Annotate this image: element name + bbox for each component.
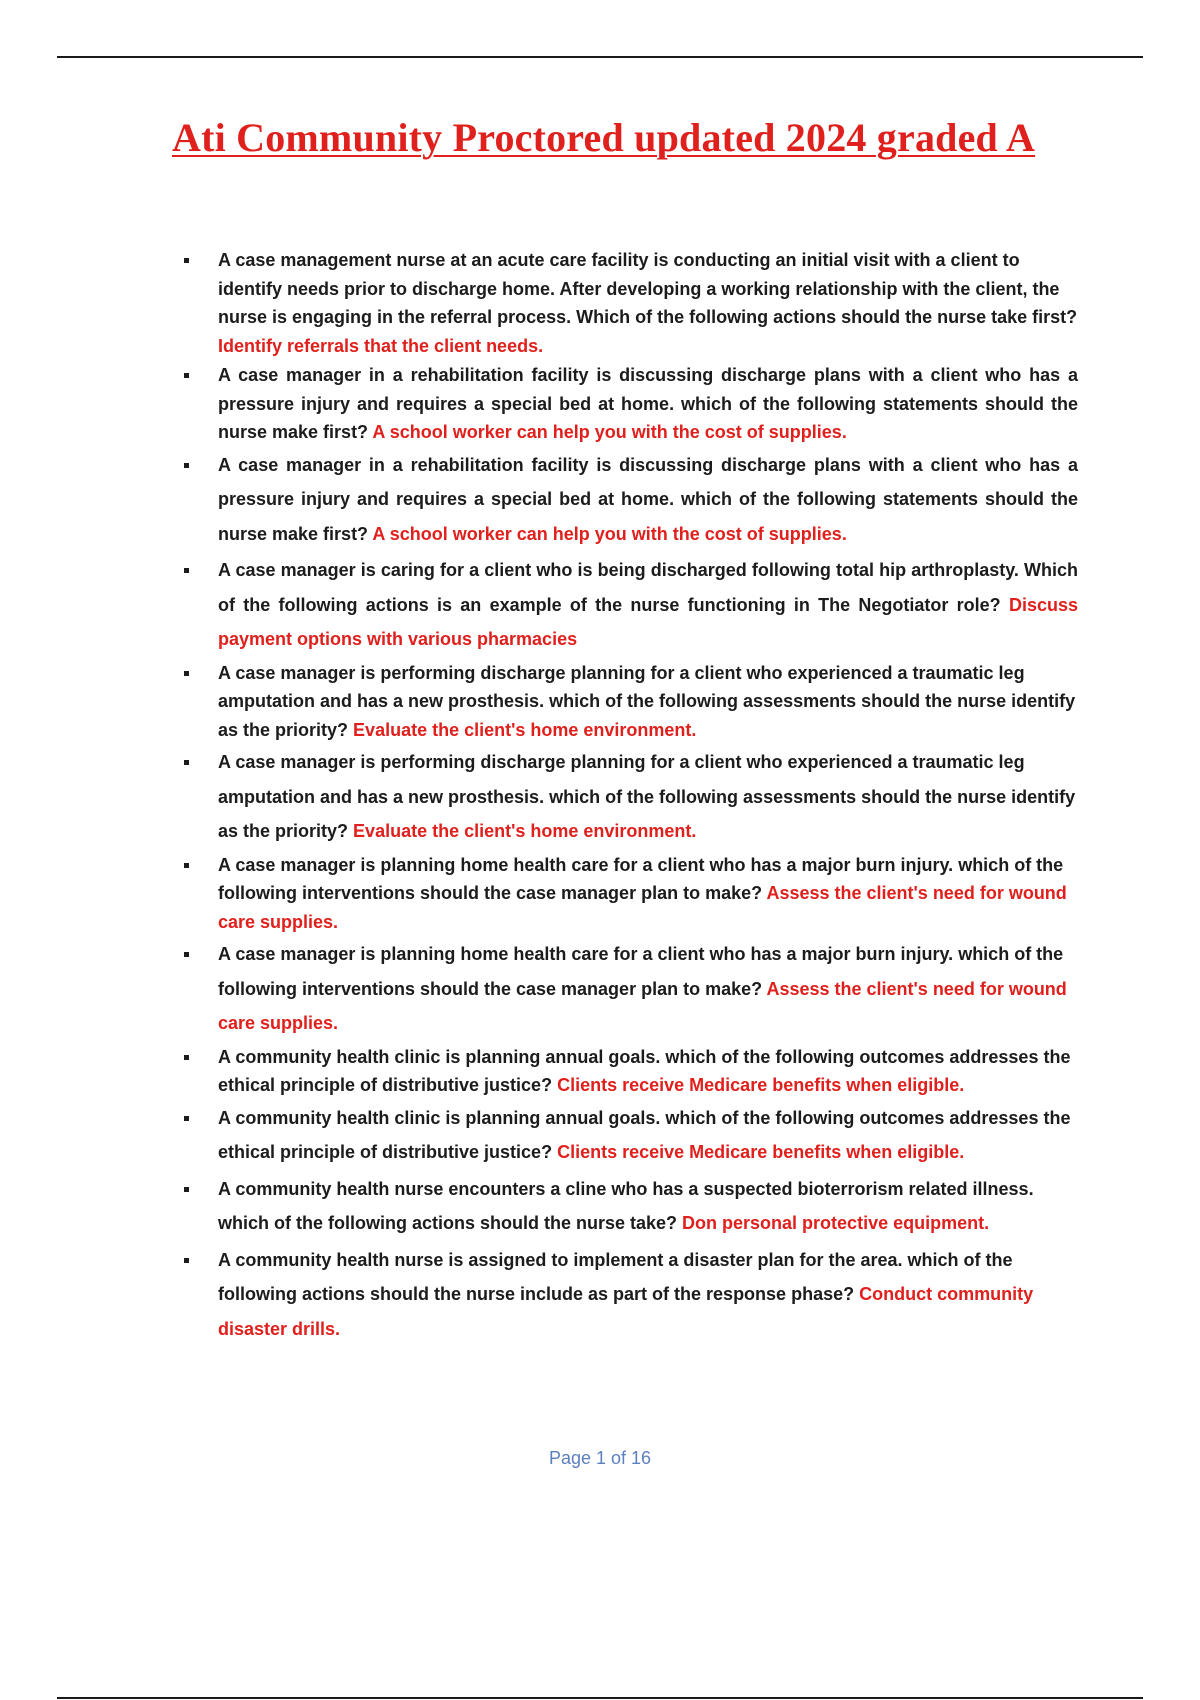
bullet-icon	[184, 760, 189, 765]
question-text: A community health nurse is assigned to implement a disaster plan for the area. which of the following actions should the nurse include as part of the response phase?	[218, 1249, 1013, 1304]
question-text: A community health nurse encounters a cline who has a suspected bioterrorism related illness. which of the following actions should the nurse take?	[218, 1178, 1034, 1233]
question-text: A community health clinic is planning annual goals. which of the following outcomes addresses the ethical principle of distributive justice?	[218, 1046, 1071, 1095]
answer-text: A school worker can help you with the cost of supplies.	[372, 422, 847, 442]
answer-text: Discuss payment options with various pharmacies	[218, 594, 1078, 649]
answer-text: Clients receive Medicare benefits when eligible.	[557, 1075, 965, 1095]
bullet-icon	[184, 258, 189, 263]
list-item	[170, 1172, 1078, 1241]
answer-text: Don personal protective equipment.	[682, 1213, 990, 1233]
bullet-icon	[184, 568, 189, 573]
question-text: A case management nurse at an acute care facility is conducting an initial visit with a client to identify needs prior to discharge home. After developing a working relationship with the client, the nurse is engaging in the referral process. Which of the following actions should the nurse take first?	[218, 250, 1078, 327]
bullet-icon	[184, 1055, 189, 1060]
list-item	[170, 361, 1078, 447]
question-text: A case manager is performing discharge planning for a client who experienced a traumatic leg amputation and has a new prosthesis. which of the following assessments should the nurse identify as the priority?	[218, 752, 1076, 841]
bullet-icon	[184, 1116, 189, 1121]
document-title: Ati Community Proctored updated 2024 graded A	[172, 115, 1036, 160]
list-item	[170, 1243, 1078, 1347]
list-item	[170, 1101, 1078, 1170]
question-text: A case manager is planning home health care for a client who has a major burn injury. which of the following interventions should the case manager plan to make?	[218, 944, 1064, 999]
bullet-icon	[184, 671, 189, 676]
question-text: A community health clinic is planning annual goals. which of the following outcomes addresses the ethical principle of distributive justice?	[218, 1107, 1071, 1162]
question-text: A case manager in a rehabilitation facility is discussing discharge plans with a client who has a pressure injury and requires a special bed at home. which of the following statements should the nurse make first?	[218, 365, 1078, 442]
list-item	[170, 553, 1078, 657]
answer-text: Conduct community disaster drills.	[218, 1284, 1034, 1339]
list-item	[170, 448, 1078, 552]
page-number: Page 1 of 16	[548, 1448, 652, 1468]
footer-rule	[57, 1697, 1143, 1699]
bullet-icon	[184, 463, 189, 468]
bullet-icon	[184, 952, 189, 957]
question-text: A case manager in a rehabilitation facility is discussing discharge plans with a client who has a pressure injury and requires a special bed at home. which of the following statements should the nurse make first?	[218, 454, 1078, 544]
answer-text: Evaluate the client's home environment.	[353, 719, 697, 740]
answer-text: A school worker can help you with the cost of supplies.	[372, 523, 847, 544]
bullet-icon	[184, 863, 189, 868]
answer-text: Clients receive Medicare benefits when eligible.	[557, 1142, 965, 1162]
question-answer-list	[170, 246, 1078, 1346]
question-text: A case manager is performing discharge planning for a client who experienced a traumatic leg amputation and has a new prosthesis. which of the following assessments should the nurse identify as the priority?	[218, 662, 1076, 740]
list-item	[170, 851, 1078, 937]
bullet-icon	[184, 1258, 189, 1263]
question-text: A case manager is planning home health care for a client who has a major burn injury. which of the following interventions should the case manager plan to make?	[218, 854, 1064, 903]
question-text: A case manager is caring for a client who is being discharged following total hip arthroplasty. Which of the following actions is an example of the nurse functioning in The Negotiator role?	[218, 560, 1078, 615]
answer-text: Evaluate the client's home environment.	[353, 821, 697, 841]
header-rule	[57, 56, 1143, 58]
answer-text: Assess the client's need for wound care supplies.	[218, 978, 1067, 1033]
list-item	[170, 659, 1078, 745]
answer-text: Identify referrals that the client needs.	[218, 335, 544, 356]
answer-text: Assess the client's need for wound care supplies.	[218, 883, 1067, 932]
list-item	[170, 246, 1078, 360]
bullet-icon	[184, 1187, 189, 1192]
list-item	[170, 745, 1078, 849]
bullet-icon	[184, 373, 189, 378]
list-item	[170, 1043, 1078, 1100]
list-item	[170, 937, 1078, 1041]
